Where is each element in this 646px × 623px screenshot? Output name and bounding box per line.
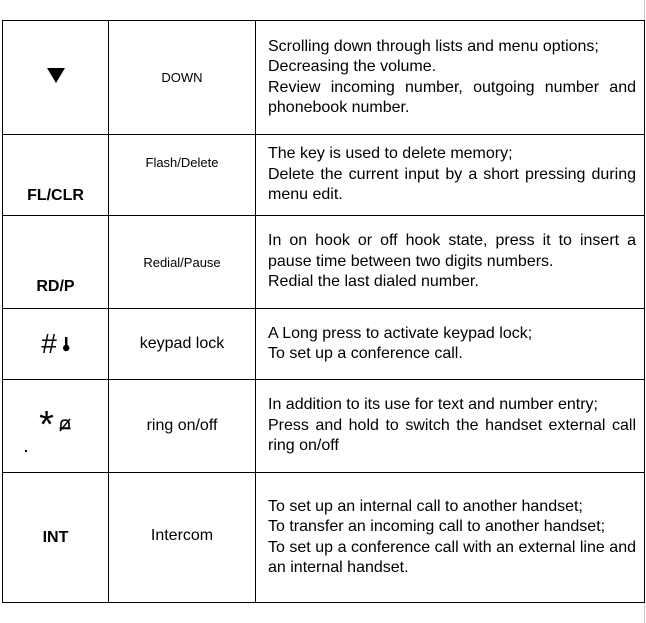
key-cell [3, 473, 109, 603]
key-cell [3, 309, 109, 380]
stray-dot [25, 450, 27, 452]
description-cell [256, 309, 645, 380]
key-name: Redial/Pause [143, 254, 221, 270]
key-name: keypad lock [139, 335, 225, 352]
key-cell [3, 21, 109, 135]
lock-icon [62, 336, 70, 352]
key-name: Flash/Delete [145, 155, 219, 170]
description-line: To transfer an incoming call to another handset; [268, 518, 606, 535]
key-name-cell [109, 309, 256, 380]
description-line: Press and hold to switch the handset external call ring on/off [268, 416, 636, 455]
hash-lock-icon [41, 328, 70, 360]
hash-glyph: # [41, 328, 58, 359]
key-label: RD/P [36, 278, 75, 295]
description-line: The key is used to delete memory; [268, 145, 513, 163]
key-cell [3, 380, 109, 473]
key-name: ring on/off [146, 417, 218, 434]
table-row [3, 473, 645, 603]
description-cell [256, 135, 645, 216]
table-row [3, 216, 645, 309]
key-cell [3, 135, 109, 216]
description-line: Review incoming number, outgoing number and phonebook number. [268, 78, 636, 116]
description-line: Scrolling down through lists and menu options; [268, 37, 599, 55]
key-name: DOWN [161, 70, 203, 85]
description-line: Decreasing the volume. [268, 58, 437, 75]
key-name-cell [109, 473, 256, 603]
key-function-table [2, 20, 645, 603]
bell-off-icon [58, 418, 72, 432]
table-row [3, 135, 645, 216]
key-name-cell [109, 21, 256, 135]
description-line: To set up a conference call with an external line and an internal handset. [268, 538, 636, 576]
down-triangle-icon [47, 68, 65, 83]
description-cell [256, 216, 645, 309]
key-label: INT [42, 528, 69, 546]
description-line: In addition to its use for text and number entry; [268, 396, 598, 414]
key-name-cell [109, 216, 256, 309]
table-row [3, 309, 645, 380]
star-glyph: * [39, 404, 54, 446]
description-cell [256, 380, 645, 473]
key-label: FL/CLR [27, 187, 84, 204]
star-ring-icon [39, 404, 72, 446]
description-line: Delete the current input by a short pressing during menu edit. [268, 165, 636, 204]
description-line: To set up a conference call. [268, 345, 463, 362]
description-line: Redial the last dialed number. [268, 273, 479, 291]
table-row [3, 380, 645, 473]
description-cell [256, 473, 645, 603]
key-cell [3, 216, 109, 309]
key-name: Intercom [150, 527, 214, 544]
key-name-cell [109, 135, 256, 216]
description-cell [256, 21, 645, 135]
table-row [3, 21, 645, 135]
description-line: A Long press to activate keypad lock; [268, 324, 533, 342]
description-line: In on hook or off hook state, press it to insert a pause time between two digits numbers. [268, 232, 636, 270]
key-name-cell [109, 380, 256, 473]
description-line: To set up an internal call to another handset; [268, 497, 583, 515]
